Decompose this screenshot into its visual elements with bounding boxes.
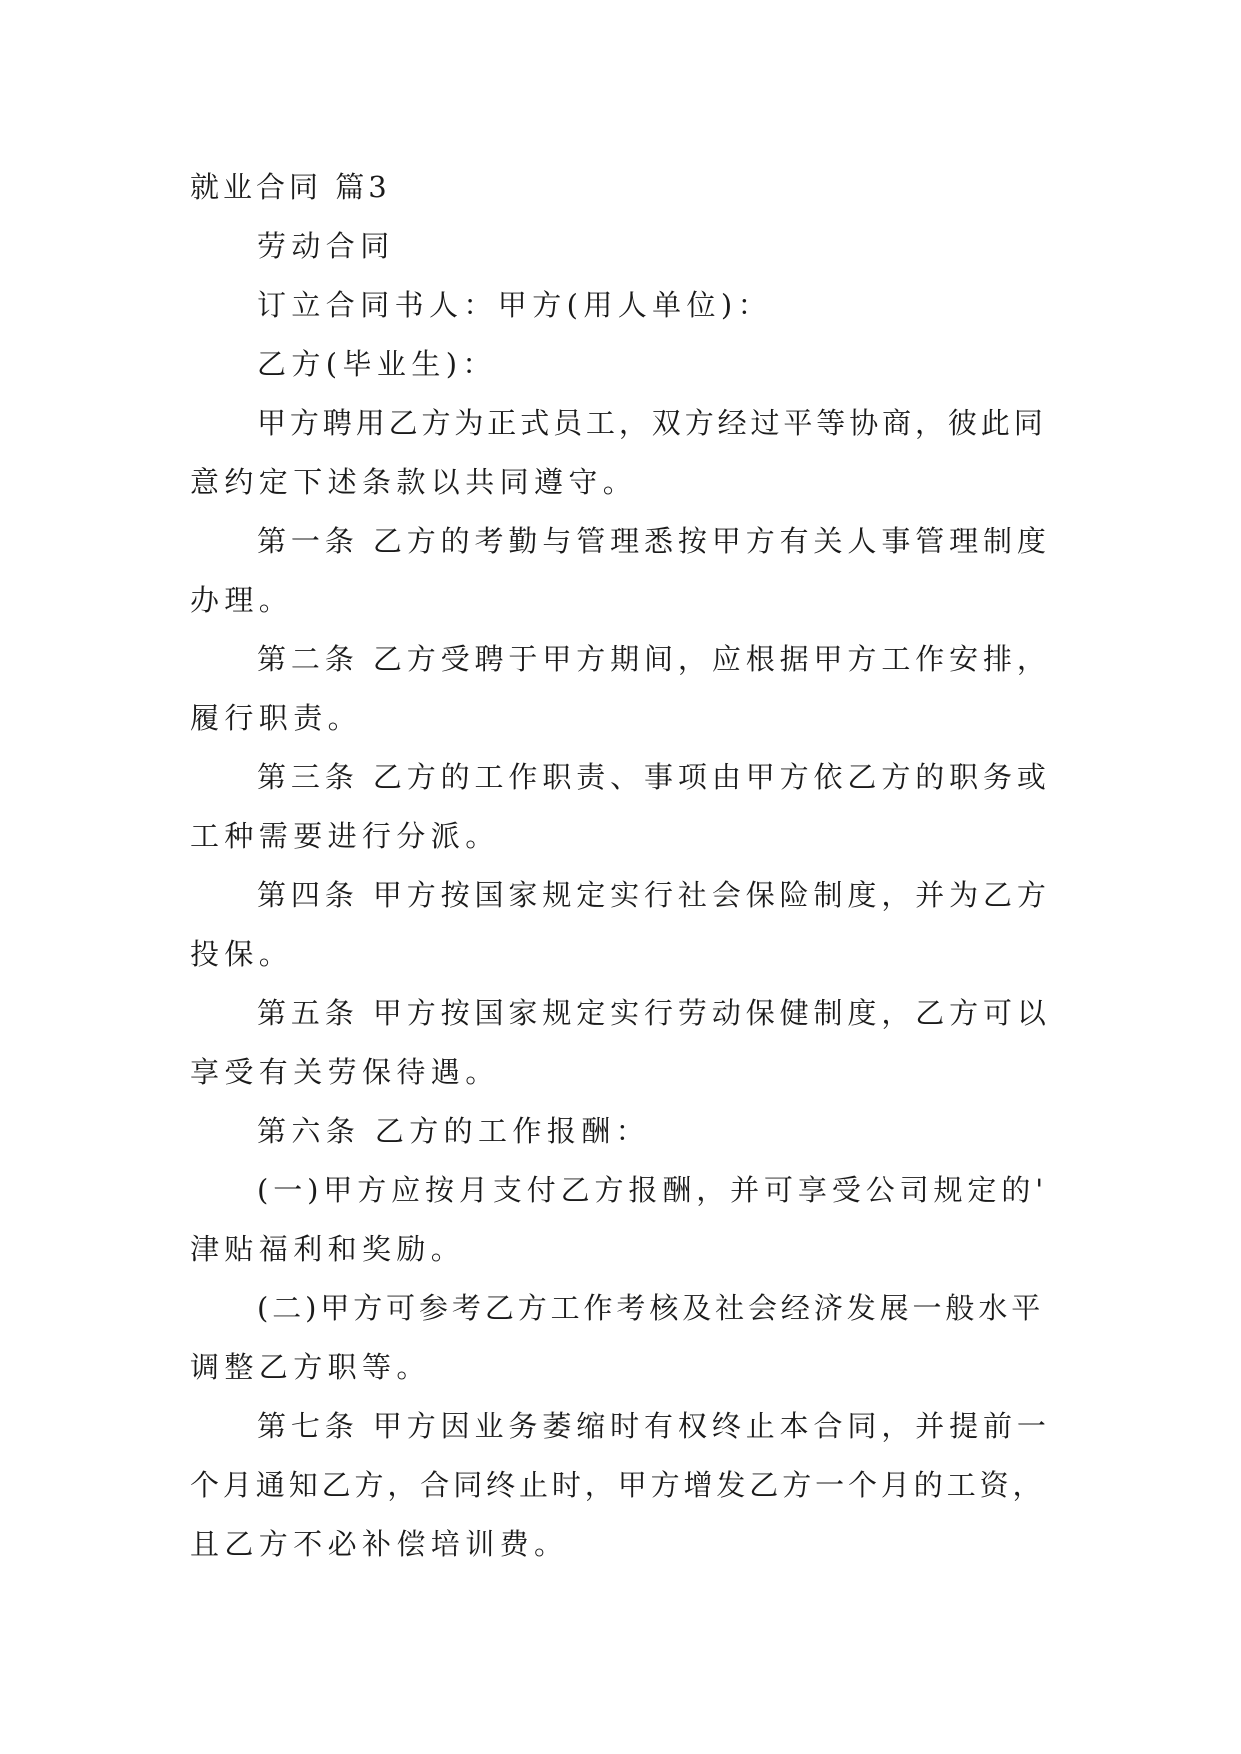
article-5-line-2: 享受有关劳保待遇。 [190,1055,500,1089]
article-5-line-1: 第五条 甲方按国家规定实行劳动保健制度，乙方可以 [257,996,1051,1030]
article-4-line-1: 第四条 甲方按国家规定实行社会保险制度，并为乙方 [257,878,1051,912]
article-6-item-2-line-1: (二)甲方可参考乙方工作考核及社会经济发展一般水平 [257,1291,1045,1325]
article-6-item-1-line-1: (一)甲方应按月支付乙方报酬，并可享受公司规定的' [257,1173,1049,1207]
document-title: 就业合同 篇3 [190,170,391,204]
contract-heading: 劳动合同 [257,229,395,263]
article-1-line-2: 办理。 [190,583,294,617]
article-2-line-2: 履行职责。 [190,701,363,735]
article-6-item-1-line-2: 津贴福利和奖励。 [190,1232,466,1266]
article-6-heading: 第六条 乙方的工作报酬： [257,1114,651,1148]
article-3-line-2: 工种需要进行分派。 [190,819,500,853]
article-1-line-1: 第一条 乙方的考勤与管理悉按甲方有关人事管理制度 [257,524,1051,558]
article-7-line-1: 第七条 甲方因业务萎缩时有权终止本合同，并提前一 [257,1409,1051,1443]
document-body [190,158,1052,1574]
preamble-line-1: 甲方聘用乙方为正式员工，双方经过平等协商，彼此同 [257,406,1047,440]
signatory-party-b: 乙方(毕业生)： [257,347,497,381]
article-7-line-3: 且乙方不必补偿培训费。 [190,1527,569,1561]
preamble-line-2: 意约定下述条款以共同遵守。 [190,465,638,499]
signatory-party-a: 订立合同书人：甲方(用人单位)： [257,288,773,322]
article-2-line-1: 第二条 乙方受聘于甲方期间，应根据甲方工作安排， [257,642,1051,676]
article-4-line-2: 投保。 [190,937,294,971]
article-7-line-2: 个月通知乙方，合同终止时，甲方增发乙方一个月的工资， [190,1468,1046,1502]
article-3-line-1: 第三条 乙方的工作职责、事项由甲方依乙方的职务或 [257,760,1051,794]
article-6-item-2-line-2: 调整乙方职等。 [190,1350,431,1384]
